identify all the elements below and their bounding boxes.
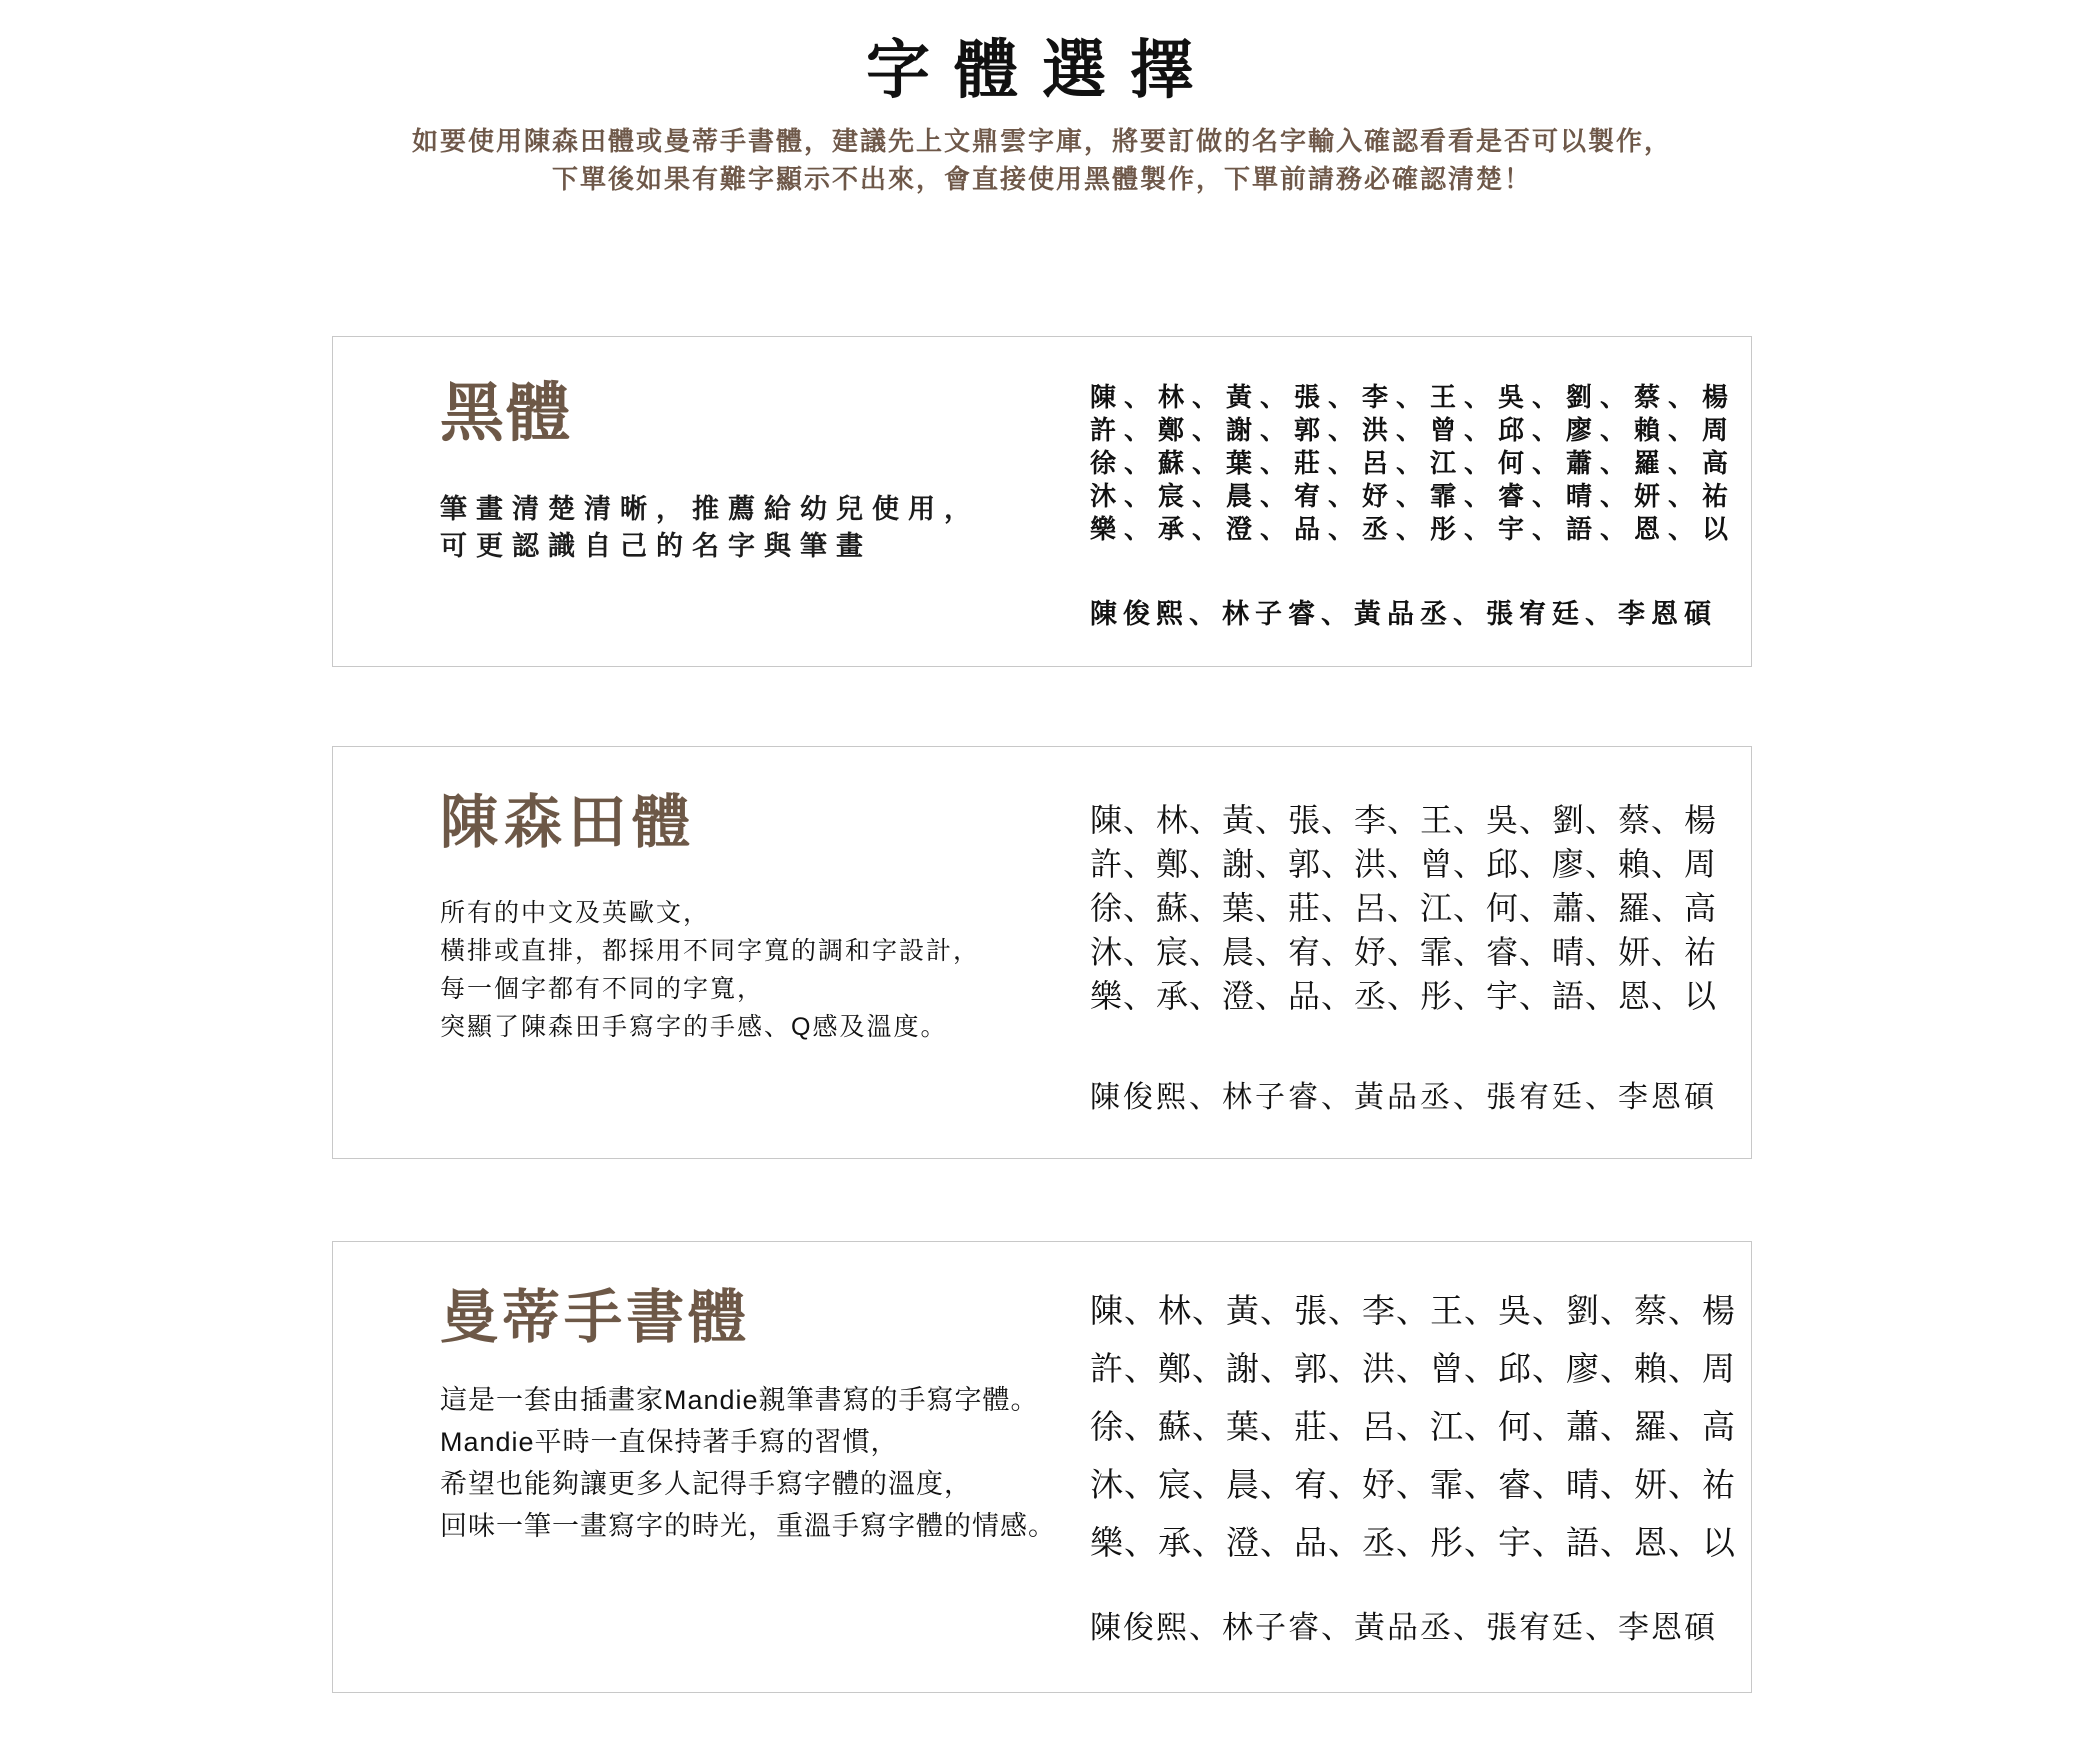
sample-characters-row: 許、鄭、謝、郭、洪、曾、邱、廖、賴、周 — [1090, 415, 1737, 445]
font-card-mandie-samples — [1090, 1242, 1756, 1692]
sample-characters-row: 樂、承、澄、品、丞、彤、宇、語、恩、以 — [1090, 1524, 1736, 1561]
sample-characters-row: 沐、宸、晨、宥、妤、霏、睿、晴、妍、祐 — [1090, 481, 1737, 511]
page-subtitle — [0, 122, 2084, 198]
font-description-mandie — [440, 1379, 1090, 1547]
font-card-chensentian-info — [333, 747, 1090, 1158]
font-description-chensentian — [440, 894, 1090, 1046]
font-name-chensentian: 陳森田體 — [440, 790, 697, 855]
font-name-heiti: 黑體 — [440, 377, 572, 449]
sample-characters-row: 沐、宸、晨、宥、妤、霏、睿、晴、妍、祐 — [1090, 934, 1718, 970]
sample-characters-row: 沐、宸、晨、宥、妤、霏、睿、晴、妍、祐 — [1090, 1466, 1736, 1503]
font-card-chensentian-samples — [1090, 747, 1751, 1158]
page-title: 字體選擇 — [866, 34, 1218, 106]
sample-characters-row: 徐、蘇、葉、莊、呂、江、何、蕭、羅、高 — [1090, 448, 1737, 478]
sample-characters-row: 徐、蘇、葉、莊、呂、江、何、蕭、羅、高 — [1090, 890, 1718, 926]
font-card-heiti-info — [333, 337, 1090, 666]
description-line: 可更認識自己的名字與筆畫 — [440, 531, 872, 562]
font-card-mandie-info — [333, 1242, 1090, 1692]
sample-character-rows — [1090, 798, 1731, 1018]
description-line: 橫排或直排，都採用不同字寬的調和字設計， — [440, 936, 981, 965]
description-line: 希望也能夠讓更多人記得手寫字體的溫度， — [440, 1468, 972, 1499]
page-header — [0, 0, 2084, 198]
sample-characters-row: 陳、林、黃、張、李、王、吳、劉、蔡、楊 — [1090, 1292, 1736, 1329]
sample-characters-row: 徐、蘇、葉、莊、呂、江、何、蕭、羅、高 — [1090, 1408, 1736, 1445]
sample-names-row: 陳俊熙、林子睿、黃品丞、張宥廷、李恩碩 — [1090, 1610, 1717, 1645]
font-card-mandie — [332, 1241, 1752, 1693]
sample-characters-row: 陳、林、黃、張、李、王、吳、劉、蔡、楊 — [1090, 802, 1718, 838]
sample-character-rows — [1090, 381, 1736, 546]
sample-characters-row: 樂、承、澄、品、丞、彤、宇、語、恩、以 — [1090, 978, 1718, 1014]
sample-names-row: 陳俊熙、林子睿、黃品丞、張宥廷、李恩碩 — [1090, 599, 1717, 629]
description-line: 這是一套由插畫家Mandie親筆書寫的手寫字體。 — [440, 1384, 1039, 1415]
description-line: 筆畫清楚清晰，推薦給幼兒使用， — [440, 494, 980, 525]
sample-characters-row: 許、鄭、謝、郭、洪、曾、邱、廖、賴、周 — [1090, 1350, 1736, 1387]
font-card-heiti — [332, 336, 1752, 667]
sample-characters-row: 陳、林、黃、張、李、王、吳、劉、蔡、楊 — [1090, 382, 1737, 412]
font-name-mandie: 曼蒂手書體 — [440, 1285, 751, 1350]
sample-names-row: 陳俊熙、林子睿、黃品丞、張宥廷、李恩碩 — [1090, 1081, 1717, 1114]
description-line: 所有的中文及英歐文， — [440, 898, 711, 927]
font-card-chensentian — [332, 746, 1752, 1159]
sample-characters-row: 許、鄭、謝、郭、洪、曾、邱、廖、賴、周 — [1090, 846, 1718, 882]
description-line: 回味一筆一畫寫字的時光，重溫手寫字體的情感。 — [440, 1510, 1056, 1541]
description-line: Mandie平時一直保持著手寫的習慣， — [440, 1426, 899, 1457]
subtitle-line-1: 如要使用陳森田體或曼蒂手書體，建議先上文鼎雲字庫，將要訂做的名字輸入確認看看是否可以製作， — [411, 126, 1672, 156]
sample-characters-row: 樂、承、澄、品、丞、彤、宇、語、恩、以 — [1090, 514, 1737, 544]
sample-character-rows — [1090, 1282, 1736, 1572]
description-line: 突顯了陳森田手寫字的手感、Q感及溫度。 — [440, 1012, 948, 1041]
subtitle-line-2: 下單後如果有難字顯示不出來，會直接使用黑體製作，下單前請務必確認清楚！ — [551, 164, 1532, 194]
font-description-heiti — [440, 491, 1090, 565]
description-line: 每一個字都有不同的字寬， — [440, 974, 765, 1003]
font-card-heiti-samples — [1090, 337, 1756, 666]
